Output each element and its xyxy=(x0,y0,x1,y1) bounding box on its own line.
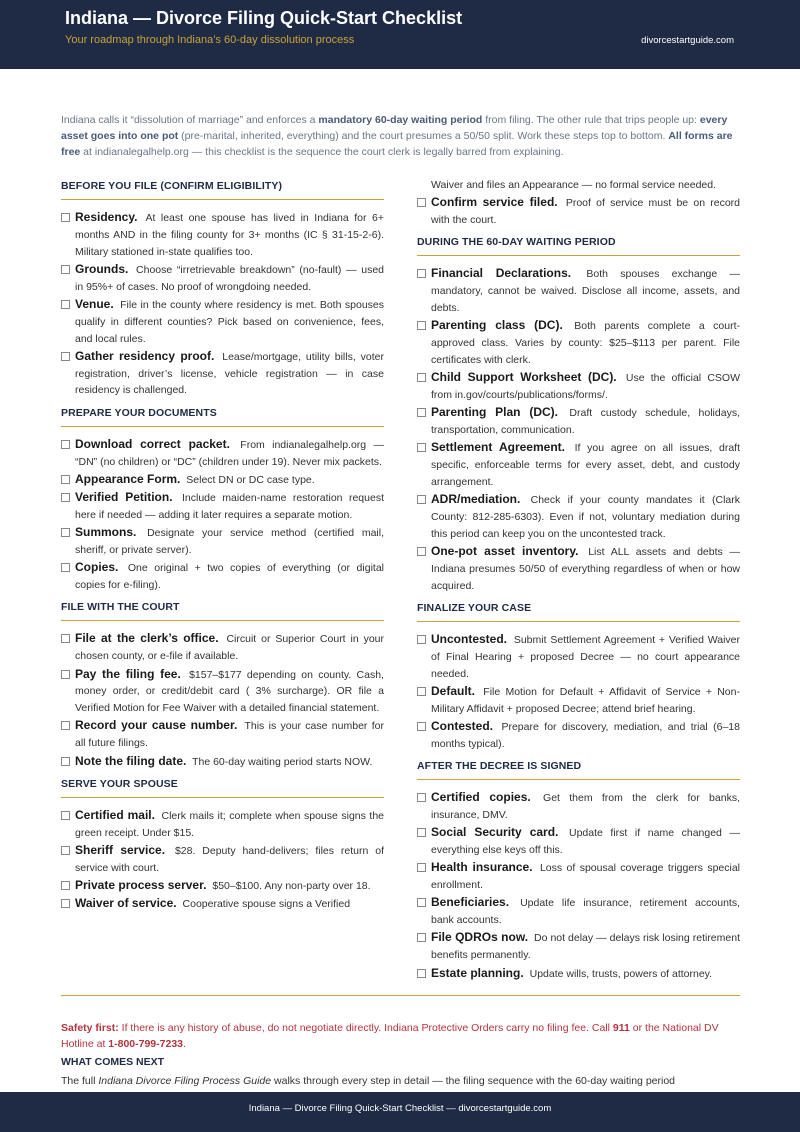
checkbox[interactable] xyxy=(417,828,426,837)
checklist-item[interactable]: Note the filing date. The 60-day waiting period starts NOW. xyxy=(61,753,384,771)
checkbox[interactable] xyxy=(61,352,70,361)
checklist-item[interactable]: Health insurance. Loss of spousal coverage triggers special enrollment. xyxy=(417,859,740,894)
checkbox[interactable] xyxy=(61,899,70,908)
section-divider xyxy=(61,620,384,621)
checklist-item[interactable]: Uncontested. Submit Settlement Agreement + Verified Waiver of Final Hearing + proposed Decree — no court appearance needed. xyxy=(417,631,740,682)
checklist-item[interactable]: One-pot asset inventory. List ALL assets and debts — Indiana presumes 50/50 of everything regardless of when or how acquired. xyxy=(417,543,740,594)
checklist-item-continued: Waiver and files an Appearance — no formal service needed. xyxy=(431,179,717,191)
bottom-divider xyxy=(61,995,740,996)
checkbox[interactable] xyxy=(61,634,70,643)
checklist-item[interactable]: Default. File Motion for Default + Affidavit of Service + Non-Military Affidavit + proposed Decree; attend brief hearing. xyxy=(417,683,740,718)
checkbox[interactable] xyxy=(417,933,426,942)
checklist-item[interactable]: File QDROs now. Do not delay — delays risk losing retirement benefits permanently. xyxy=(417,929,740,964)
section-heading-prepare: PREPARE YOUR DOCUMENTS xyxy=(61,406,217,419)
checklist-item[interactable]: Pay the filing fee. $157–$177 depending on county. Cash, money order, or credit/debit card ( 3% surcharge). OR file a Verified Motion for Fee Waiver with a detailed financial statement. xyxy=(61,666,384,717)
safety-notice: Safety first: If there is any history of abuse, do not negotiate directly. Indiana Protective Orders carry no filing fee. Call 911 or the National DV Hotline at 1-800-799-7233. xyxy=(61,1022,719,1050)
checkbox[interactable] xyxy=(417,793,426,802)
section-divider xyxy=(61,199,384,200)
next-paragraph: The full Indiana Divorce Filing Process Guide walks through every step in detail — the filing sequence with the 60-day waiting period xyxy=(61,1075,676,1087)
checklist-item[interactable]: Financial Declarations. Both spouses exchange — mandatory, cannot be waived. Disclose all income, assets, and debts. xyxy=(417,265,740,316)
checklist-item[interactable]: Residency. At least one spouse has lived in Indiana for 6+ months AND in the filing county for 3+ months (IC § 31-15-2-6). Military stationed in-state qualifies too. xyxy=(61,209,384,260)
left-column xyxy=(61,177,384,914)
checklist-item[interactable]: Grounds. Choose “irretrievable breakdown” (no-fault) — used in 95%+ of cases. No proof of wrongdoing needed. xyxy=(61,261,384,296)
checkbox[interactable] xyxy=(417,321,426,330)
intro-paragraph: Indiana calls it “dissolution of marriage” and enforces a mandatory 60-day waiting period from filing. The other rule that trips people up: every asset goes into one pot (pre-marital, inherited, everything) and the court presumes a 50/50 split. Work these steps top to bottom. All forms are free at indianalegalhelp.org — this checklist is the sequence the court clerk is legally barred from explaining. xyxy=(61,114,733,158)
checkbox[interactable] xyxy=(61,528,70,537)
checkbox[interactable] xyxy=(417,373,426,382)
checklist-item[interactable]: File at the clerk’s office. Circuit or Superior Court in your chosen county, or e-file if available. xyxy=(61,630,384,665)
checkbox[interactable] xyxy=(417,547,426,556)
section-divider xyxy=(61,426,384,427)
checklist-item[interactable]: Parenting class (DC). Both parents complete a court-approved class. Varies by county: $25–$113 per parent. File certificates with clerk. xyxy=(417,317,740,368)
checklist-item[interactable]: Waiver of service. Cooperative spouse signs a Verified xyxy=(61,895,384,913)
checklist-item[interactable]: Certified copies. Get them from the clerk for banks, insurance, DMV. xyxy=(417,789,740,824)
section-heading-finalize: FINALIZE YOUR CASE xyxy=(417,602,532,615)
checkbox[interactable] xyxy=(61,670,70,679)
checkbox[interactable] xyxy=(61,300,70,309)
checkbox[interactable] xyxy=(61,213,70,222)
checkbox[interactable] xyxy=(417,408,426,417)
checklist-item[interactable]: Contested. Prepare for discovery, mediation, and trial (6–18 months typical). xyxy=(417,718,740,753)
checkbox[interactable] xyxy=(417,722,426,731)
checkbox[interactable] xyxy=(417,969,426,978)
section-divider xyxy=(417,779,740,780)
checklist-item[interactable]: Venue. File in the county where residency is met. Both spouses qualify in different counties? Pick based on convenience, fees, and local rules. xyxy=(61,296,384,347)
checkbox[interactable] xyxy=(417,898,426,907)
checkbox[interactable] xyxy=(61,721,70,730)
checkbox[interactable] xyxy=(417,443,426,452)
section-heading-before: BEFORE YOU FILE (CONFIRM ELIGIBILITY) xyxy=(61,180,283,192)
section-divider xyxy=(61,797,384,798)
checklist-item[interactable]: Beneficiaries. Update life insurance, retirement accounts, bank accounts. xyxy=(417,894,740,929)
checkbox[interactable] xyxy=(61,757,70,766)
checkbox[interactable] xyxy=(61,440,70,449)
checklist-item[interactable]: Copies. One original + two copies of everything (or digital copies for e-filing). xyxy=(61,559,384,594)
checkbox[interactable] xyxy=(61,265,70,274)
checklist-item[interactable]: Summons. Designate your service method (certified mail, sheriff, or private server). xyxy=(61,524,384,559)
checklist-item[interactable]: Child Support Worksheet (DC). Use the official CSOW from in.gov/courts/publications/forms/. xyxy=(417,369,740,404)
checkbox[interactable] xyxy=(61,475,70,484)
checklist-item[interactable]: Record your cause number. This is your case number for all future filings. xyxy=(61,717,384,752)
checkbox[interactable] xyxy=(61,881,70,890)
checkbox[interactable] xyxy=(61,811,70,820)
checkbox[interactable] xyxy=(417,687,426,696)
checklist-item[interactable]: Gather residency proof. Lease/mortgage, utility bills, voter registration, driver’s license, vehicle registration — in case residency is challenged. xyxy=(61,348,384,399)
checklist-item[interactable]: Confirm service filed. Proof of service must be on record with the court. xyxy=(417,194,740,229)
page-footer xyxy=(0,1092,800,1132)
checklist-item[interactable]: Parenting Plan (DC). Draft custody schedule, holidays, transportation, communication. xyxy=(417,404,740,439)
checkbox[interactable] xyxy=(417,269,426,278)
page-subtitle: Your roadmap through Indiana’s 60-day dissolution process xyxy=(65,34,355,46)
checkbox[interactable] xyxy=(61,493,70,502)
checklist-item[interactable]: Sheriff service. $28. Deputy hand-delivers; files return of service with court. xyxy=(61,842,384,877)
page-title: Indiana — Divorce Filing Quick-Start Checklist xyxy=(65,8,463,28)
section-heading-waiting: DURING THE 60-DAY WAITING PERIOD xyxy=(417,236,616,249)
checkbox[interactable] xyxy=(417,495,426,504)
checkbox[interactable] xyxy=(417,635,426,644)
section-heading-file: FILE WITH THE COURT xyxy=(61,601,180,614)
checkbox[interactable] xyxy=(61,846,70,855)
checklist-item[interactable]: Social Security card. Update first if name changed — everything else keys off this. xyxy=(417,824,740,859)
site-name: divorcestartguide.com xyxy=(641,35,734,46)
checkbox[interactable] xyxy=(417,198,426,207)
checklist-item[interactable]: Appearance Form. Select DN or DC case type. xyxy=(61,471,384,489)
checklist-item[interactable]: Settlement Agreement. If you agree on all issues, draft specific, enforceable terms for every asset, debt, and custody arrangement. xyxy=(417,439,740,490)
checklist-item[interactable]: ADR/mediation. Check if your county mandates it (Clark County: 812-285-6303). Even if not, voluntary mediation during this period can keep you on the uncontested track. xyxy=(417,491,740,542)
section-heading-serve: SERVE YOUR SPOUSE xyxy=(61,777,178,790)
checkbox[interactable] xyxy=(61,563,70,572)
page-header xyxy=(0,0,800,69)
footer-text: Indiana — Divorce Filing Quick-Start Checklist — divorcestartguide.com xyxy=(248,1103,552,1114)
right-column xyxy=(417,177,740,983)
checklist-item[interactable]: Certified mail. Clerk mails it; complete when spouse signs the green receipt. Under $15. xyxy=(61,807,384,842)
checklist-item[interactable]: Verified Petition. Include maiden-name restoration request here if needed — adding it later requires a separate motion. xyxy=(61,489,384,524)
next-heading: WHAT COMES NEXT xyxy=(61,1056,165,1068)
checklist-item[interactable]: Download correct packet. From indianalegalhelp.org — “DN” (no children) or “DC” (children under 19). Never mix packets. xyxy=(61,436,384,471)
checklist-item[interactable]: Private process server. $50–$100. Any non-party over 18. xyxy=(61,877,384,895)
section-divider xyxy=(417,621,740,622)
section-heading-after: AFTER THE DECREE IS SIGNED xyxy=(417,760,582,773)
section-divider xyxy=(417,255,740,256)
checklist-item[interactable]: Estate planning. Update wills, trusts, powers of attorney. xyxy=(417,965,740,983)
checkbox[interactable] xyxy=(417,863,426,872)
